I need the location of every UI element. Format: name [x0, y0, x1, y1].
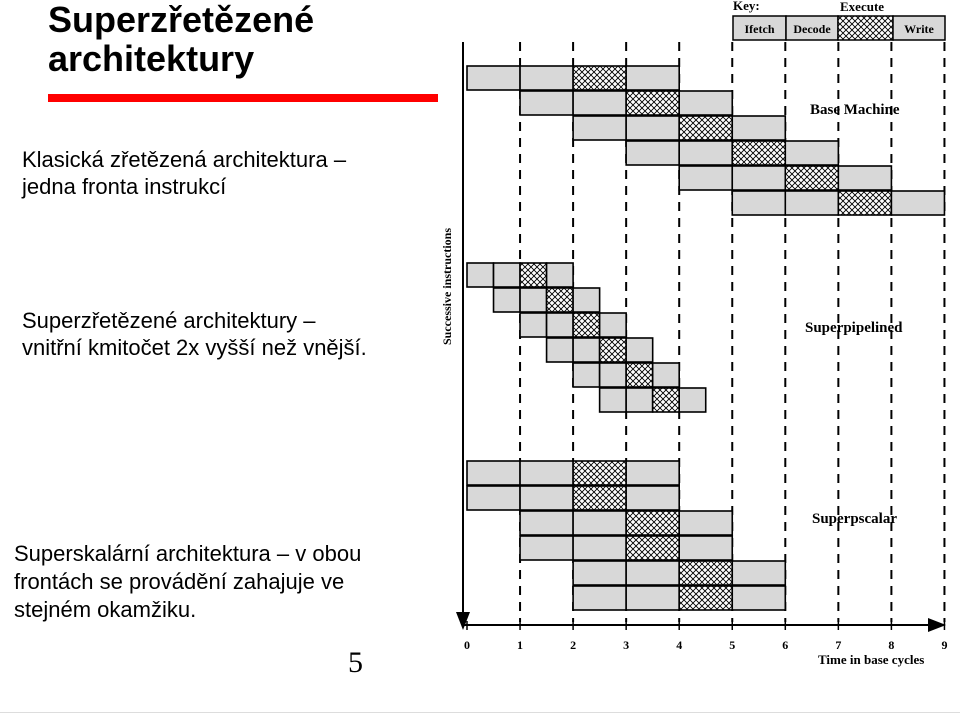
stage-box-write	[732, 561, 785, 585]
stage-box-write	[838, 166, 891, 190]
key-box-execute	[838, 16, 893, 40]
stage-box-decode	[547, 313, 574, 337]
section-label: Superpipelined	[805, 320, 903, 336]
x-axis-label: Time in base cycles	[818, 652, 925, 667]
stage-box-execute	[626, 91, 679, 115]
stage-box-ifetch	[520, 313, 547, 337]
stage-box-ifetch	[467, 486, 520, 510]
stage-box-decode	[626, 388, 653, 412]
superpipelined-line-2: vnitřní kmitočet 2x vyšší než vnější.	[22, 335, 367, 360]
stage-box-ifetch	[573, 586, 626, 610]
stage-box-execute	[573, 461, 626, 485]
stage-box-write	[891, 191, 944, 215]
stage-box-execute	[732, 141, 785, 165]
stage-box-decode	[573, 338, 600, 362]
tick-label: 8	[888, 638, 895, 652]
stage-box-decode	[626, 561, 679, 585]
title-line-1: Superzřetězené	[48, 0, 315, 40]
stage-box-ifetch	[520, 536, 573, 560]
tick-label: 4	[676, 638, 683, 652]
key-label: Key:	[733, 0, 760, 13]
stage-box-execute	[785, 166, 838, 190]
stage-box-write	[573, 288, 600, 312]
stage-box-execute	[679, 116, 732, 140]
stage-box-execute	[547, 288, 574, 312]
stage-box-decode	[573, 511, 626, 535]
superscalar-line-2: frontách se provádění zahajuje ve	[14, 569, 345, 594]
stage-box-execute	[573, 486, 626, 510]
section-label: Superpscalar	[812, 511, 898, 527]
stage-box-write	[626, 338, 653, 362]
y-axis-label: Successive instructions	[440, 228, 454, 345]
key-stage-label: Decode	[793, 22, 831, 36]
stage-box-write	[626, 486, 679, 510]
y-axis-arrow	[456, 612, 470, 630]
title-line-2: architektury	[48, 38, 255, 79]
stage-box-execute	[600, 338, 627, 362]
stage-box-decode	[626, 116, 679, 140]
stage-box-ifetch	[679, 166, 732, 190]
tick-label: 5	[729, 638, 736, 652]
stage-box-execute	[679, 586, 732, 610]
key-execute-label: Execute	[840, 0, 885, 14]
stage-box-execute	[626, 511, 679, 535]
stage-box-decode	[679, 141, 732, 165]
stage-box-execute	[679, 561, 732, 585]
superscalar-line-3: stejném okamžiku.	[14, 597, 197, 622]
section-superpscalar	[467, 461, 897, 610]
stage-box-decode	[573, 91, 626, 115]
stage-box-ifetch	[494, 288, 521, 312]
stage-box-write	[679, 511, 732, 535]
stage-box-decode	[600, 363, 627, 387]
stage-box-ifetch	[732, 191, 785, 215]
stage-box-decode	[732, 166, 785, 190]
tick-label: 1	[517, 638, 524, 652]
stage-box-ifetch	[547, 338, 574, 362]
stage-box-decode	[520, 288, 547, 312]
pipeline-sections	[467, 66, 944, 610]
stage-box-write	[785, 141, 838, 165]
key-stage-label: Ifetch	[744, 22, 775, 36]
stage-box-execute	[626, 363, 653, 387]
stage-box-ifetch	[467, 461, 520, 485]
tick-label: 2	[570, 638, 577, 652]
stage-box-ifetch	[520, 91, 573, 115]
stage-box-ifetch	[573, 116, 626, 140]
stage-box-write	[653, 363, 680, 387]
section-label: Base Machine	[810, 102, 900, 118]
tick-label: 0	[464, 638, 470, 652]
tick-label: 9	[941, 638, 948, 652]
stage-box-ifetch	[573, 561, 626, 585]
stage-box-write	[679, 91, 732, 115]
stage-box-write	[679, 388, 706, 412]
stage-box-write	[626, 66, 679, 90]
stage-box-ifetch	[626, 141, 679, 165]
tick-label: 7	[835, 638, 842, 652]
stage-box-ifetch	[467, 66, 520, 90]
classic-line-1: Klasická zřetězená architektura –	[22, 147, 347, 172]
stage-box-execute	[573, 66, 626, 90]
section-base-machine	[467, 66, 944, 215]
stage-box-ifetch	[520, 511, 573, 535]
stage-key	[733, 0, 945, 40]
stage-box-ifetch	[600, 388, 627, 412]
tick-label: 3	[623, 638, 630, 652]
superscalar-line-1: Superskalární architektura – v obou	[14, 541, 362, 566]
page-number: 5	[348, 646, 363, 679]
stage-box-execute	[573, 313, 600, 337]
stage-box-decode	[626, 586, 679, 610]
stage-box-execute	[626, 536, 679, 560]
stage-box-decode	[573, 536, 626, 560]
stage-box-decode	[520, 461, 573, 485]
stage-box-decode	[494, 263, 521, 287]
stage-box-write	[679, 536, 732, 560]
superpipelined-line-1: Superzřetězené architektury –	[22, 308, 316, 333]
stage-box-write	[732, 116, 785, 140]
stage-box-write	[547, 263, 574, 287]
stage-box-write	[732, 586, 785, 610]
stage-box-write	[626, 461, 679, 485]
key-stage-label: Write	[904, 22, 934, 36]
stage-box-decode	[520, 486, 573, 510]
stage-box-execute	[653, 388, 680, 412]
stage-box-decode	[520, 66, 573, 90]
stage-box-decode	[785, 191, 838, 215]
stage-box-ifetch	[467, 263, 494, 287]
x-axis-arrow	[928, 618, 946, 632]
stage-box-execute	[520, 263, 547, 287]
stage-box-write	[600, 313, 627, 337]
tick-label: 6	[782, 638, 789, 652]
classic-line-2: jedna fronta instrukcí	[22, 174, 227, 199]
stage-box-execute	[838, 191, 891, 215]
stage-box-ifetch	[573, 363, 600, 387]
